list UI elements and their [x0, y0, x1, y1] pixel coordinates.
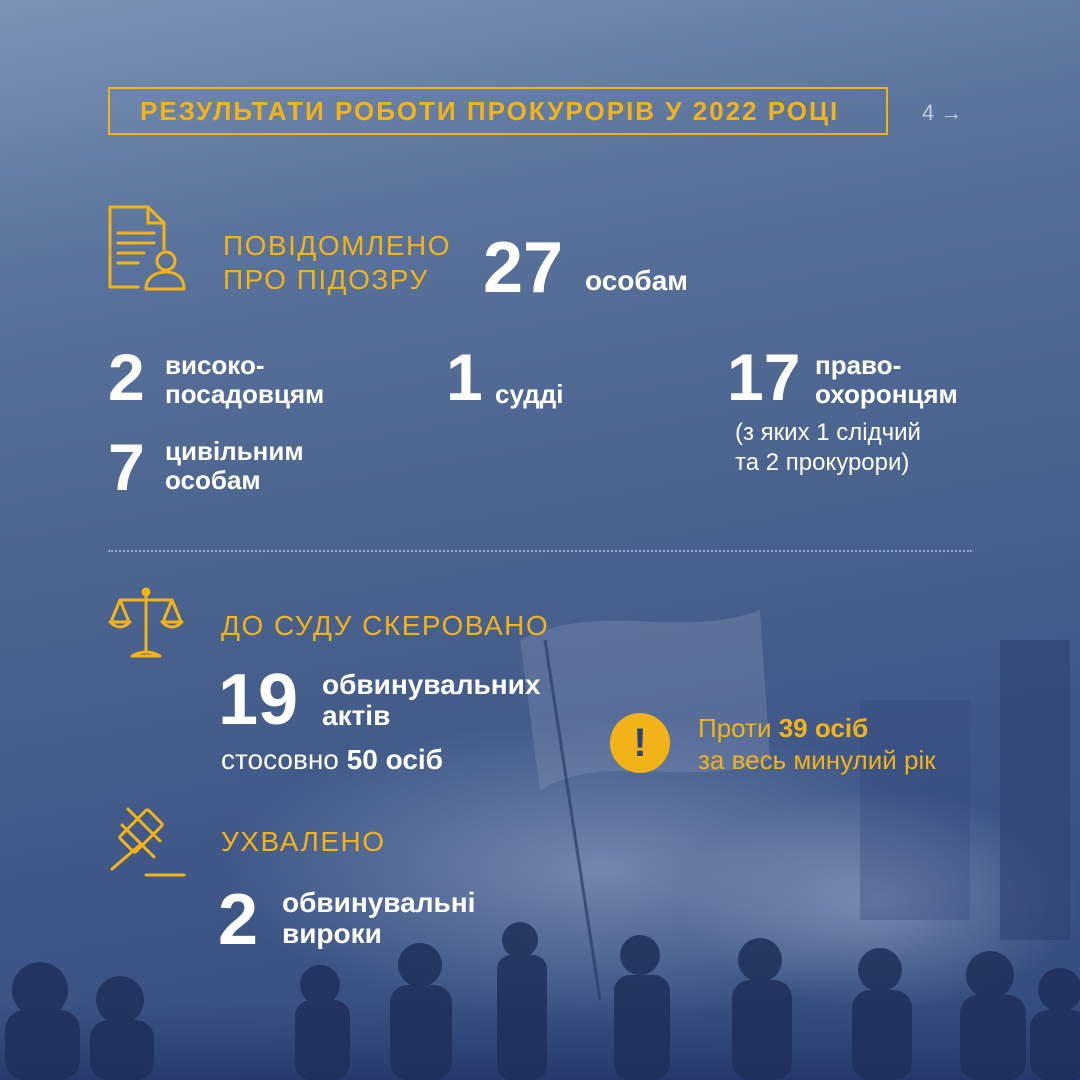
- law-enforcement-count: 17: [727, 340, 801, 414]
- officials-label-line1: високо-: [165, 350, 265, 380]
- page-title: РЕЗУЛЬТАТИ РОБОТИ ПРОКУРОРІВ У 2022 РОЦІ: [140, 96, 840, 126]
- comparison-note-value: 39 осіб: [778, 713, 869, 743]
- verdicts-label: УХВАЛЕНО: [221, 826, 386, 857]
- verdicts-label-line2: вироки: [282, 918, 382, 949]
- judges-count: 1: [446, 340, 483, 414]
- title-frame-end: [862, 87, 888, 135]
- suspicion-label-line1: ПОВІДОМЛЕНО: [223, 230, 451, 261]
- law-enforcement-note-line1: (з яких 1 слідчий: [735, 419, 921, 446]
- law-enforcement-label-line2: охоронцям: [815, 379, 958, 409]
- comparison-note-prefix: Проти: [698, 713, 772, 743]
- scales-icon: [108, 586, 184, 660]
- indictments-regarding-prefix: стосовно: [221, 744, 339, 775]
- indictments-label-line2: актів: [322, 700, 391, 731]
- judges-label: судді: [495, 379, 564, 409]
- exclamation-icon: !: [610, 713, 670, 773]
- civilians-label-line1: цивільним: [165, 436, 304, 466]
- suspicion-label-line2: ПРО ПІДОЗРУ: [223, 264, 429, 295]
- suspicion-total: 27: [483, 228, 564, 308]
- indictments-regarding: [221, 744, 443, 776]
- civilians-count: 7: [108, 430, 145, 504]
- comparison-note-line2: за весь минулий рік: [698, 745, 936, 775]
- comparison-note-line1: [698, 712, 868, 744]
- law-enforcement-note-line2: та 2 прокурори): [735, 449, 910, 476]
- section-divider: [108, 550, 972, 552]
- officials-label-line2: посадовцям: [165, 379, 325, 409]
- indictments-regarding-value: 50 осіб: [346, 744, 443, 775]
- indictments-label-line1: обвинувальних: [322, 669, 541, 700]
- suspicion-total-unit: особам: [585, 265, 688, 296]
- court-label: ДО СУДУ СКЕРОВАНО: [221, 610, 550, 641]
- indictments-count: 19: [218, 660, 299, 740]
- verdicts-count: 2: [218, 880, 259, 960]
- document-person-icon: [108, 205, 186, 293]
- law-enforcement-label-line1: право-: [815, 350, 902, 380]
- civilians-label-line2: особам: [165, 465, 261, 495]
- gavel-icon: [108, 803, 186, 879]
- verdicts-label-line1: обвинувальні: [282, 887, 476, 918]
- page-number: 4 →: [922, 100, 963, 125]
- officials-count: 2: [108, 340, 145, 414]
